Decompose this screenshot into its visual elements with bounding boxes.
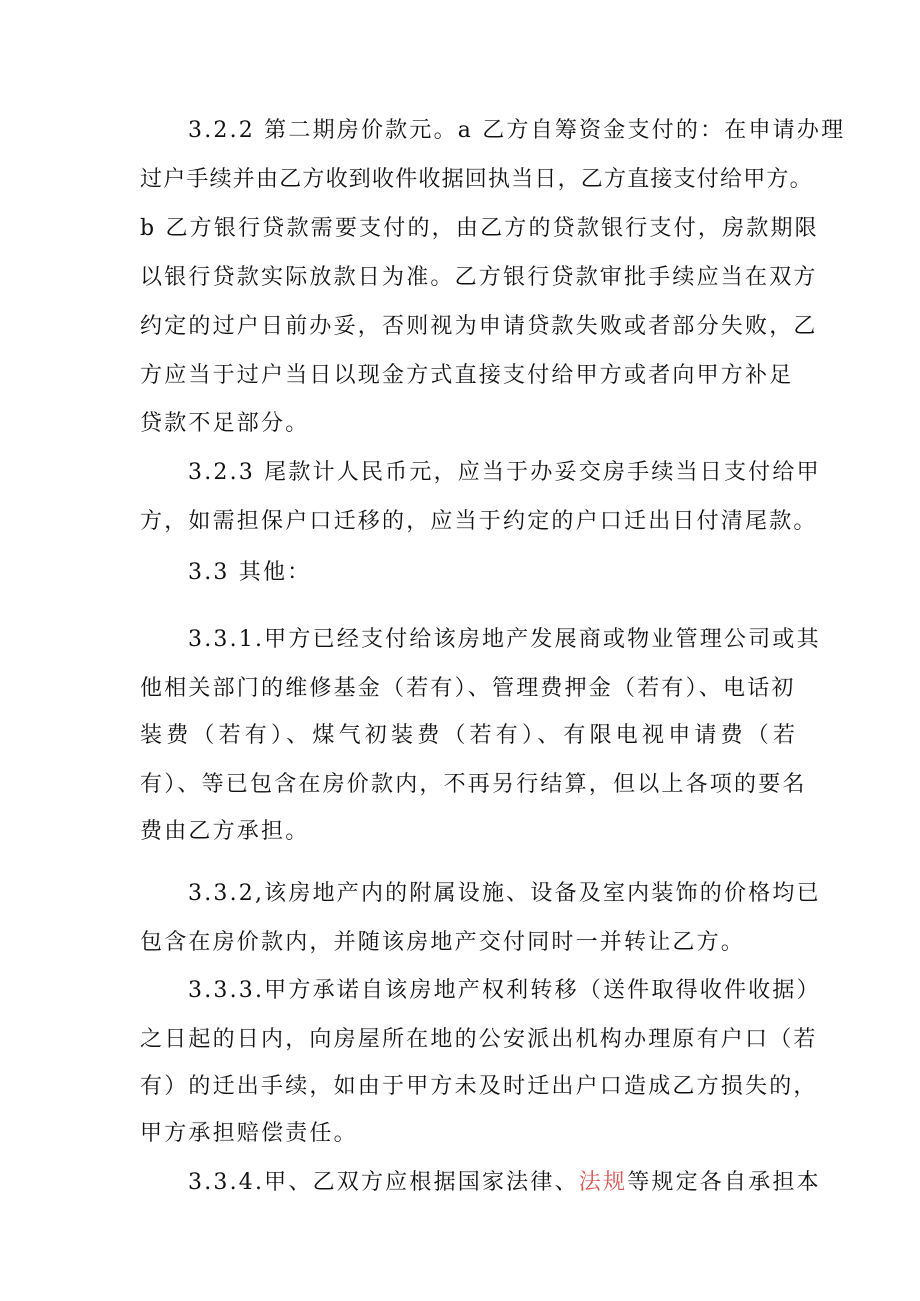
paragraph-3-2-3-line-1: 3.2.3 尾款计人民币元，应当于办妥交房手续当日支付给甲 [188,460,821,485]
paragraph-3-3-3-line-2: 之日起的日内，向房屋所在地的公安派出机构办理原有户口（若 [140,1027,818,1052]
section-heading-3-3: 3.3 其他： [188,560,312,585]
paragraph-3-2-2-line-2: 过户手续并由乙方收到收件收据回执当日，乙方直接支付给甲方。 [140,167,813,192]
paragraph-3-3-3-line-4: 甲方承担赔偿责任。 [140,1121,358,1146]
paragraph-3-3-4-text-after: 等规定各自承担本 [627,1170,821,1195]
paragraph-3-3-1-line-3: 装费（若有）、煤气初装费（若有）、有限电视申请费（若 [140,723,800,748]
paragraph-3-2-2-line-4: 以银行贷款实际放款日为准。乙方银行贷款审批手续应当在双方 [140,265,818,290]
paragraph-3-3-2-line-2: 包含在房价款内，并随该房地产交付同时一并转让乙方。 [140,930,746,955]
paragraph-3-3-1-line-4: 有）、等已包含在房价款内，不再另行结算，但以上各项的要名 [140,772,807,797]
paragraph-3-3-4-text-before: 3.3.4.甲、乙双方应根据国家法律、 [188,1170,579,1195]
paragraph-3-2-2-line-1: 3.2.2 第二期房价款元。a 乙方自筹资金支付的：在申请办理 [188,118,846,143]
paragraph-3-2-2-line-3: b 乙方银行贷款需要支付的，由乙方的贷款银行支付，房款期限 [140,216,819,241]
paragraph-3-3-1-line-5: 费由乙方承担。 [140,819,310,844]
paragraph-3-3-3-line-1: 3.3.3.甲方承诺自该房地产权利转移（送件取得收件收据） [188,978,821,1003]
paragraph-3-2-2-line-7: 贷款不足部分。 [140,411,310,436]
paragraph-3-3-1-line-1: 3.3.1.甲方已经支付给该房地产发展商或物业管理公司或其 [188,627,821,652]
paragraph-3-2-2-line-6: 方应当于过户当日以现金方式直接支付给甲方或者向甲方补足 [140,363,794,388]
highlighted-term-regulations: 法规 [578,1170,628,1195]
paragraph-3-3-2-line-1: 3.3.2,该房地产内的附属设施、设备及室内装饰的价格均已 [188,881,821,906]
paragraph-3-2-3-line-2: 方，如需担保户口迁移的，应当于约定的户口迁出日付清尾款。 [140,509,818,534]
paragraph-3-2-2-line-5: 约定的过户日前办妥，否则视为申请贷款失败或者部分失败，乙 [140,314,818,339]
paragraph-3-3-1-line-2: 他相关部门的维修基金（若有）、管理费押金（若有）、电话初 [140,676,796,701]
paragraph-3-3-4-line-1 [188,1168,821,1198]
paragraph-3-3-3-line-3: 有）的迁出手续，如由于甲方未及时迁出户口造成乙方损失的， [140,1074,818,1099]
